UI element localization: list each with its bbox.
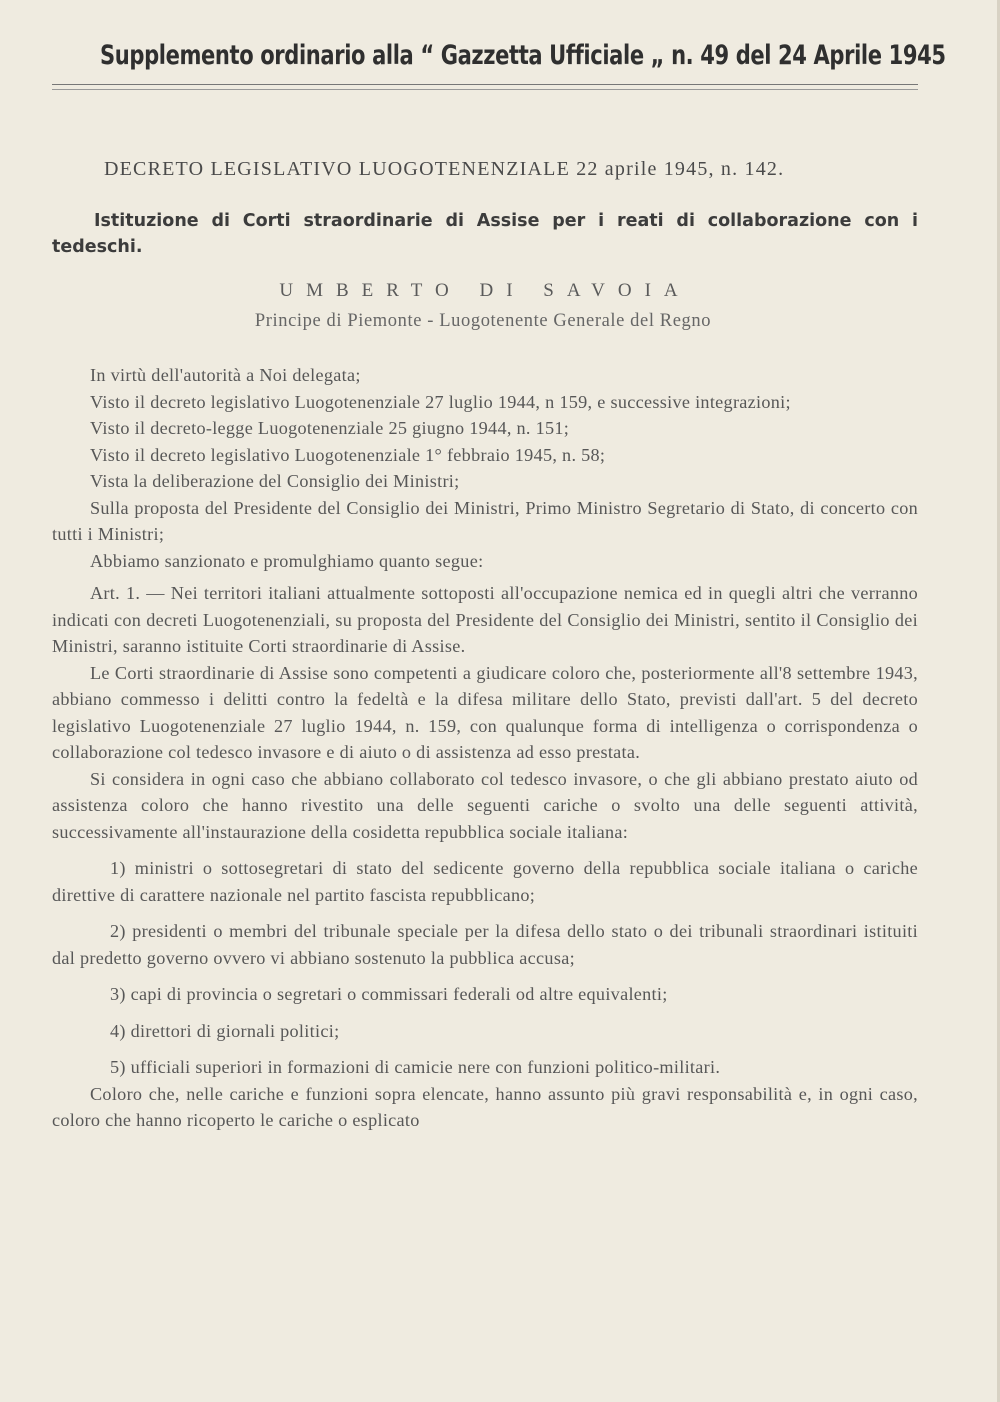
decree-body [52,362,918,1134]
header-rule-thin [52,89,918,90]
preamble-line: Visto il decreto legislativo Luogotenenziale 1° febbraio 1945, n. 58; [90,444,606,465]
article-1-paragraph: Art. 1. — Nei territori italiani attualmente sottoposti all'occupazione nemica ed in quegli altri che verranno indicati con decreti Luogotenenziali, su proposta del Presidente del Consiglio dei Ministri, sentito il Consiglio dei Ministri, saranno istituite Corti straordinarie di Assise. [52,583,918,656]
closing-paragraph: Coloro che, nelle cariche e funzioni sopra elencate, hanno assunto più gravi responsabilità e, in ogni caso, coloro che hanno ricoperto le cariche o esplicato [52,1083,918,1130]
list-item: 1) ministri o sottosegretari di stato del sedicente governo della repubblica sociale italiana o cariche direttive di carattere nazionale nel partito fascista repubblicano; [52,858,918,905]
decree-subject: Istituzione di Corti straordinarie di Assise per i reati di collaborazione con i tedeschi. [52,211,918,257]
article-1-paragraph: Le Corti straordinarie di Assise sono competenti a giudicare coloro che, posteriormente all'8 settembre 1943, abbiano commesso i delitti contro la fedeltà e la difesa militare dello Stato, previsti dall'art. 5 del decreto legislativo Luogotenenziale 27 luglio 1944, n. 159, con qualunque forma di intelligenza o corrispondenza o collaborazione col tedesco invasore e di aiuto o di assistenza ad esso prestata. [52,662,918,762]
preamble-line: Visto il decreto legislativo Luogotenenziale 27 luglio 1944, n 159, e successive integrazioni; [90,391,791,412]
list-item: 5) ufficiali superiori in formazioni di camicie nere con funzioni politico-militari. [110,1057,721,1077]
article-1-paragraph: Si considera in ogni caso che abbiano collaborato col tedesco invasore, o che gli abbiano prestato aiuto od assistenza coloro che hanno rivestito una delle seguenti cariche o svolto una delle seguenti attività, successivamente all'instaurazione della cosidetta repubblica sociale italiana: [52,768,918,842]
list-item: 4) direttori di giornali politici; [110,1020,340,1041]
list-item: 3) capi di provincia o segretari o commissari federali od altre equivalenti; [110,984,668,1004]
preamble-line: Vista la deliberazione del Consiglio dei Ministri; [90,471,460,491]
sovereign-title: Principe di Piemonte - Luogotenente Generale del Regno [254,311,712,331]
sovereign-name: UMBERTO DI SAVOIA [279,280,691,301]
decree-title: DECRETO LEGISLATIVO LUOGOTENENZIALE 22 aprile 1945, n. 142. [104,158,785,180]
gazette-header: Supplemento ordinario alla “ Gazzetta Ufficiale „ n. 49 del 24 Aprile 1945 [100,40,946,71]
preamble-line: In virtù dell'autorità a Noi delegata; [90,365,361,385]
preamble-line: Sulla proposta del Presidente del Consiglio dei Ministri, Primo Ministro Segretario di Stato, di concerto con tutti i Ministri; [52,497,918,544]
list-item: 2) presidenti o membri del tribunale speciale per la difesa dello stato o dei tribunali straordinari istituiti dal predetto governo ovvero vi abbiano sostenuto la pubblica accusa; [52,921,918,968]
header-rule [52,84,918,85]
preamble-line: Visto il decreto-legge Luogotenenziale 25 giugno 1944, n. 151; [90,418,570,438]
preamble-line: Abbiamo sanzionato e promulghiamo quanto segue: [90,550,484,571]
